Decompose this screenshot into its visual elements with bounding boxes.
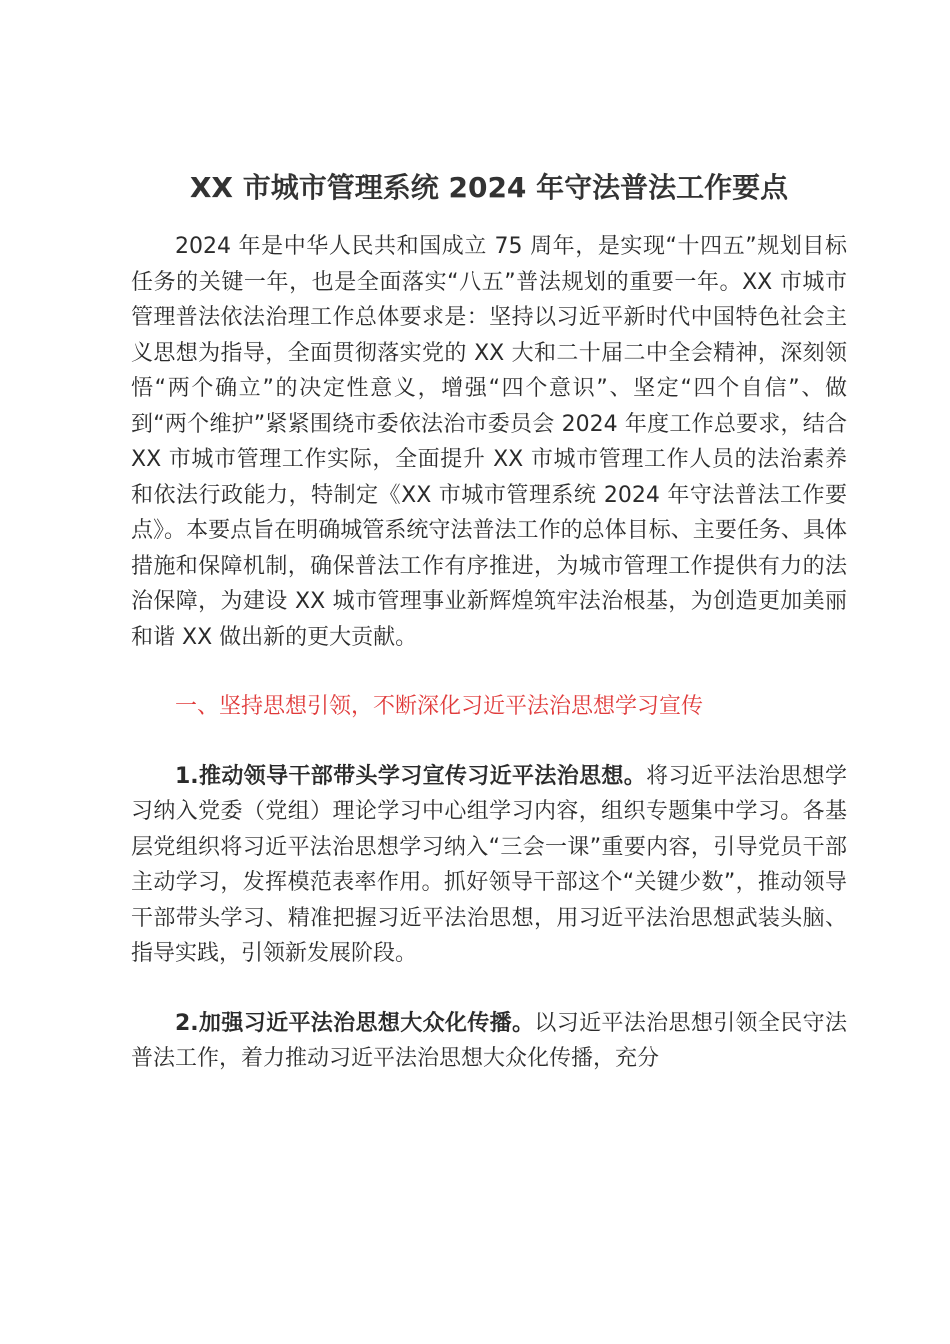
item-lead-2: 2.加强习近平法治思想大众化传播。 — [175, 1010, 535, 1036]
section-heading-1: 一、坚持思想引领，不断深化习近平法治思想学习宣传 — [175, 694, 704, 719]
item-lead-1: 1.推动领导干部带头学习宣传习近平法治思想。 — [175, 763, 647, 789]
item-text-1: 将习近平法治思想学习纳入党委（党组）理论学习中心组学习内容，组织专题集中学习。各基层党组织将习近平法治思想学习纳入“三会一课”重要内容，引导党员干部主动学习，发挥模范表率作用。抓好领导干部这个“关键少数”，推动领导干部带头学习、精准把握习近平法治思想，用习近平法治思想武装头脑、指导实践，引领新发展阶段。 — [131, 763, 847, 966]
document-body — [131, 165, 847, 1077]
document-title: XX 市城市管理系统 2024 年守法普法工作要点 — [189, 171, 789, 204]
intro-paragraph: 2024 年是中华人民共和国成立 75 周年，是实现“十四五”规划目标任务的关键一年，也是全面落实“八五”普法规划的重要一年。XX 市城市管理普法依法治理工作总体要求是：坚持以习近平新时代中国特色社会主义思想为指导，全面贯彻落实党的 XX 大和二十届二中全会精神，深刻领悟“两个确立”的决定性意义，增强“四个意识”、坚定“四个自信”、做到“两个维护”紧紧围绕市委依法治市委员会 2024 年度工作总要求，结合 XX 市城市管理工作实际，全面提升 XX 市城市管理工作人员的法治素养和依法行政能力，特制定《XX 市城市管理系统 2024 年守法普法工作要点》。本要点旨在明确城管系统守法普法工作的总体目标、主要任务、具体措施和保障机制，确保普法工作有序推进，为城市管理工作提供有力的法治保障，为建设 XX 城市管理事业新辉煌筑牢法治根基，为创造更加美丽和谐 XX 做出新的更大贡献。 — [131, 234, 847, 650]
item-paragraph-1 — [131, 759, 847, 972]
item-paragraph-2 — [131, 1006, 847, 1077]
item-text-2: 以习近平法治思想引领全民守法普法工作，着力推动习近平法治思想大众化传播，充分 — [131, 1010, 847, 1071]
